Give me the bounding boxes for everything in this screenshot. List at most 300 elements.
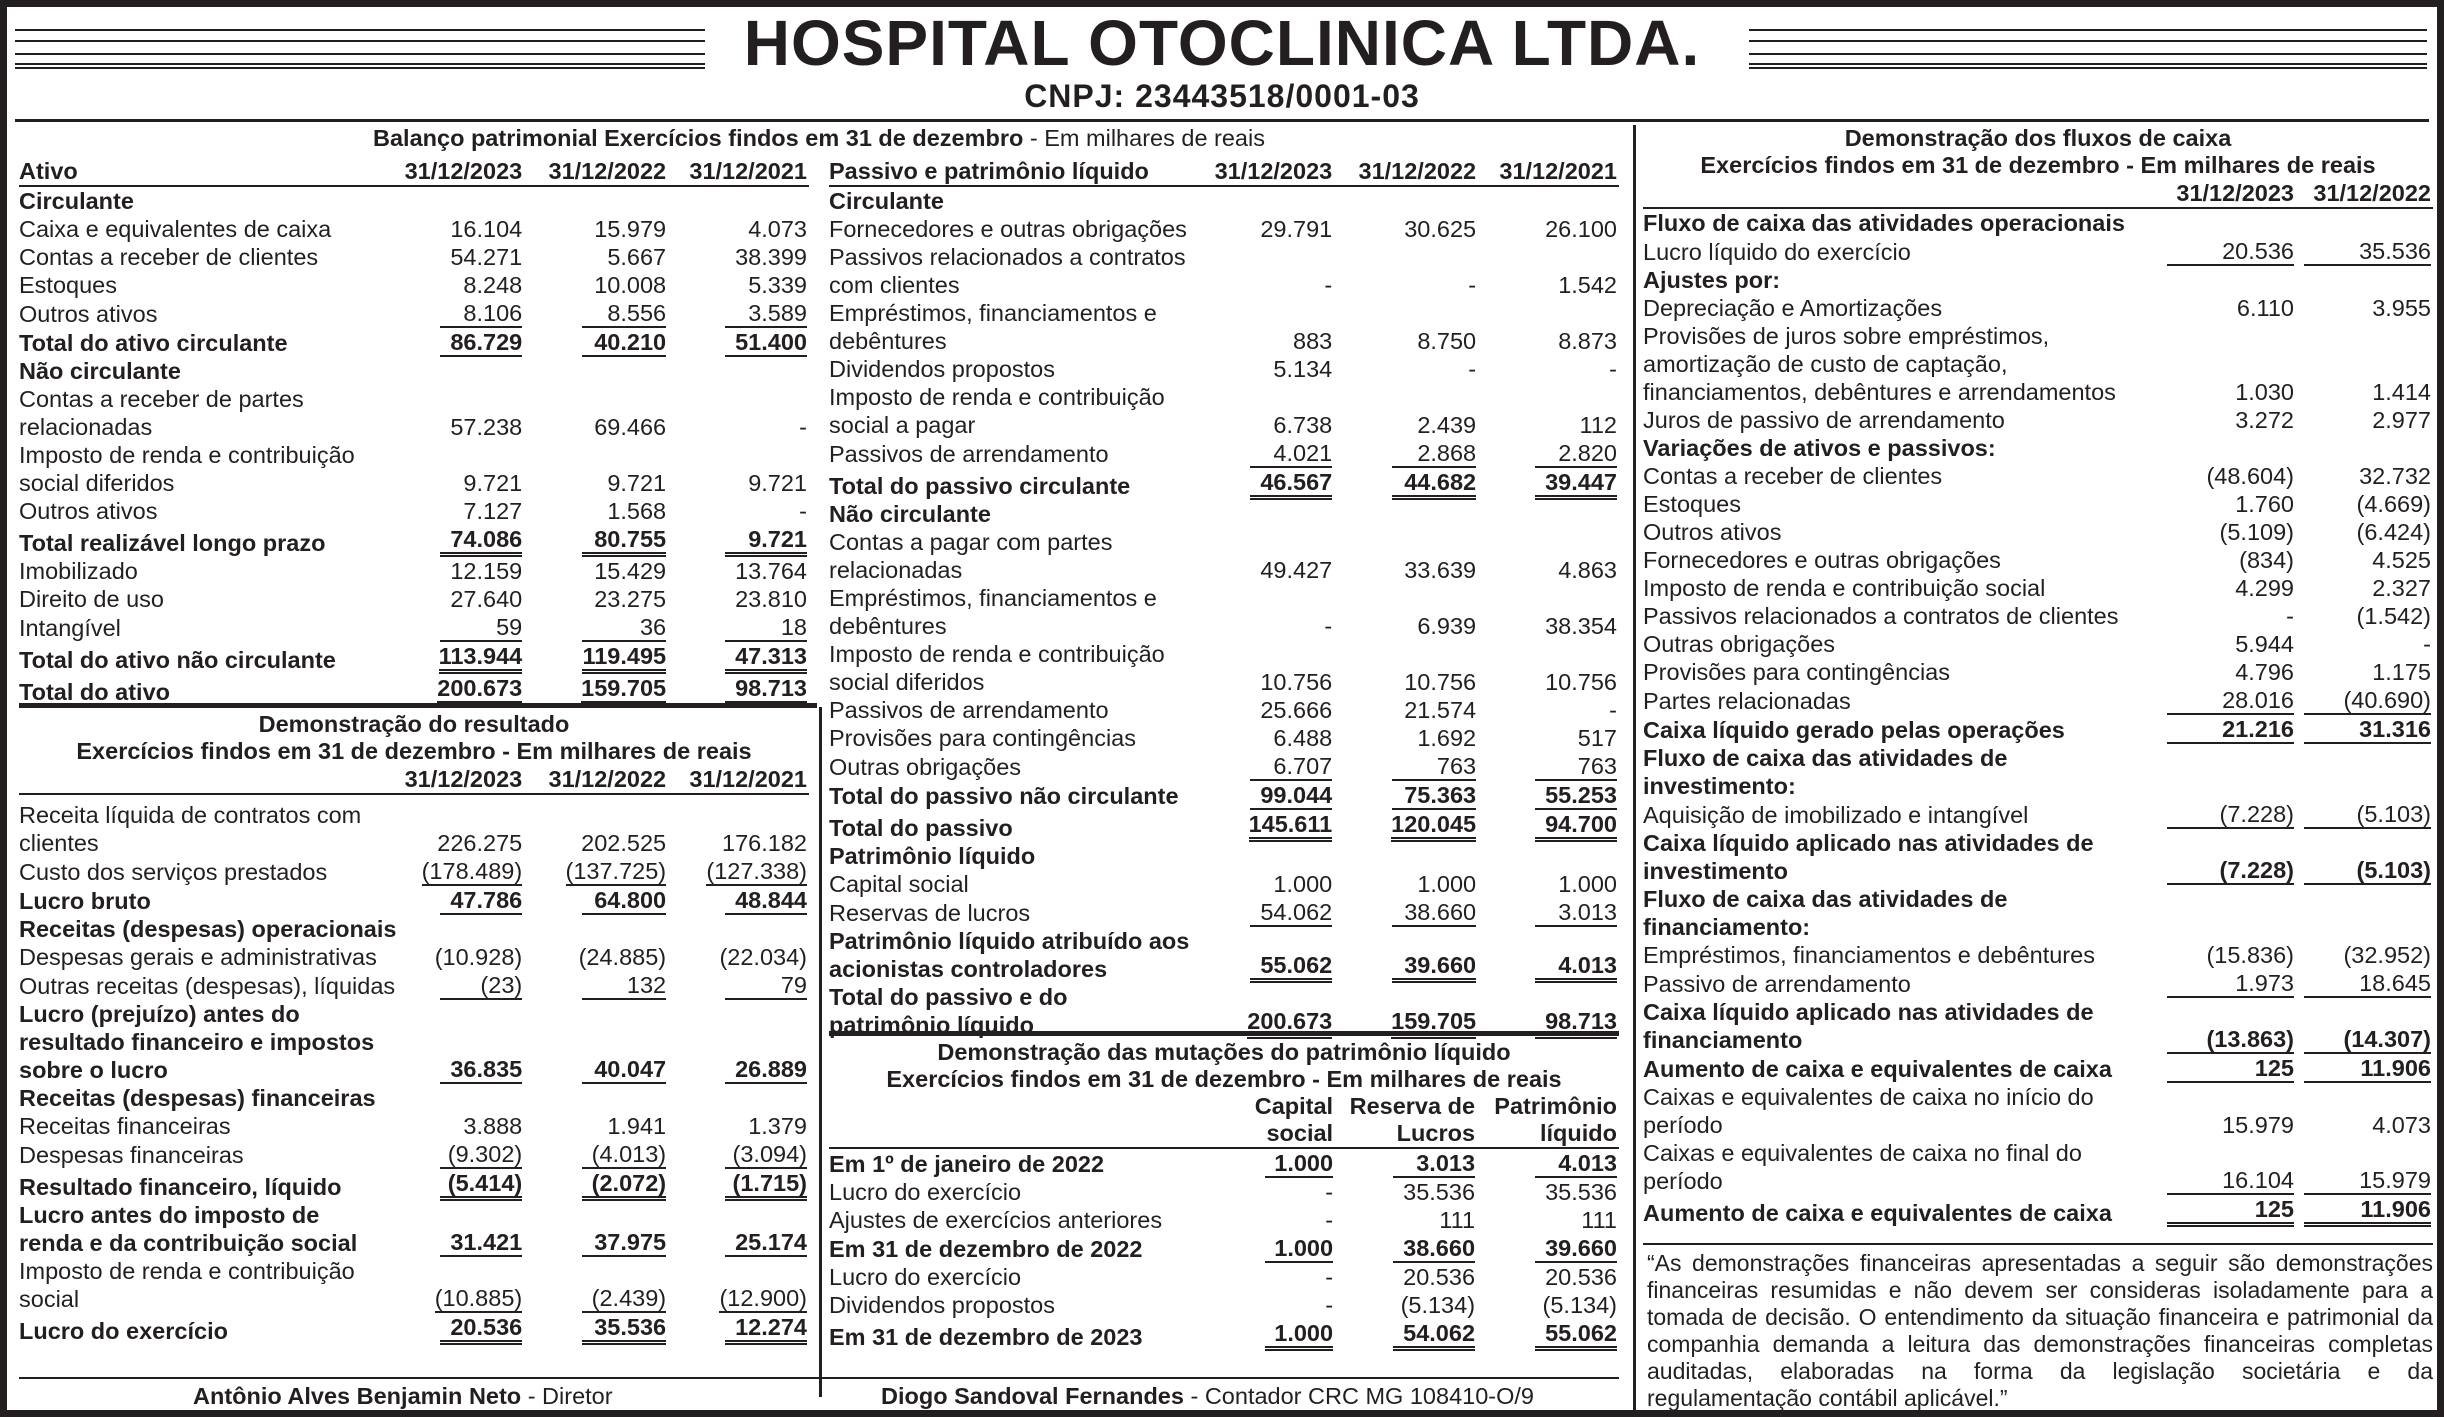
assets-value: 16.104	[450, 216, 523, 242]
assets-value: 59	[440, 615, 522, 642]
income-value: 176.182	[722, 830, 807, 856]
assets-value: 9.721	[748, 470, 807, 496]
assets-row	[19, 215, 809, 243]
income-value: (2.439)	[582, 1286, 666, 1313]
liab-value: 517	[1577, 725, 1617, 751]
cashflow-value: 3.272	[2235, 407, 2294, 433]
income-header-cell	[19, 765, 383, 795]
income-row	[19, 1000, 809, 1084]
cashflow-row	[1643, 658, 2433, 686]
cashflow-row-label: Outros ativos	[1643, 519, 1782, 545]
cashflow-row-label: Variações de ativos e passivos:	[1643, 435, 1996, 461]
equity-row-label: Lucro do exercício	[829, 1179, 1022, 1205]
liab-row	[829, 299, 1619, 355]
equity-value: 35.536	[1403, 1179, 1476, 1205]
liab-value: 883	[1293, 328, 1333, 354]
balance-title: Balanço patrimonial Exercícios findos em 31 de dezembro - Em milhares de reais	[373, 125, 1265, 151]
cashflow-value: 15.979	[2222, 1112, 2294, 1138]
liab-value: 1.542	[1558, 272, 1617, 298]
cashflow-row-label: Outras obrigações	[1643, 631, 1836, 657]
liab-value: 49.427	[1260, 557, 1333, 583]
assets-row	[19, 187, 809, 215]
cashflow-grid	[1643, 179, 2433, 1227]
cashflow-value: (1.542)	[2356, 603, 2431, 629]
income-value: (3.094)	[725, 1142, 807, 1169]
assets-value: 86.729	[440, 330, 522, 357]
liab-row-label: Dividendos propostos	[829, 356, 1055, 382]
cashflow-value: (5.109)	[2219, 519, 2294, 545]
liab-value: 1.692	[1417, 725, 1477, 751]
assets-value: 27.640	[450, 586, 523, 612]
liab-value: 30.625	[1404, 216, 1477, 242]
equity-value: 111	[1581, 1207, 1617, 1233]
cashflow-value: (5.103)	[2304, 802, 2431, 829]
cashflow-row-label: Caixa líquido gerado pelas operações	[1643, 717, 2065, 743]
cashflow-row	[1643, 490, 2433, 518]
cashflow-value: 32.732	[2359, 463, 2431, 489]
income-value: 25.174	[725, 1230, 807, 1257]
cashflow-value: (4.669)	[2356, 491, 2431, 517]
cashflow-row-label: Imposto de renda e contribuição social	[1643, 575, 2046, 601]
cashflow-row-label: Aumento de caixa e equivalentes de caixa	[1643, 1200, 2112, 1226]
equity-value: -	[1325, 1207, 1334, 1233]
equity-row	[829, 1291, 1619, 1319]
cashflow-value: (7.228)	[2167, 858, 2294, 885]
assets-value: 40.210	[582, 330, 666, 357]
assets-value: 5.339	[748, 272, 807, 298]
assets-header-cell: Ativo	[19, 157, 383, 187]
liab-value: 4.013	[1535, 953, 1617, 983]
liab-row	[829, 696, 1619, 724]
assets-value: 80.755	[582, 527, 666, 557]
liab-row	[829, 187, 1619, 215]
assets-row-label: Total realizável longo prazo	[19, 530, 326, 556]
equity-row	[829, 1263, 1619, 1291]
cashflow-row-label: Provisões para contingências	[1643, 659, 1950, 685]
cashflow-row	[1643, 800, 2433, 829]
cashflow-value: 5.944	[2235, 631, 2294, 657]
liab-value: 21.574	[1404, 697, 1477, 723]
cashflow-row-label: Lucro líquido do exercício	[1643, 239, 1911, 265]
liab-row-label: Reservas de lucros	[829, 900, 1031, 926]
income-value: 3.888	[463, 1113, 523, 1139]
header-rule	[15, 119, 2429, 122]
equity-value: 20.536	[1545, 1264, 1617, 1290]
assets-row	[19, 385, 809, 441]
cashflow-row-label: Passivos relacionados a contratos de clientes	[1643, 603, 2119, 629]
equity-value: 1.000	[1265, 1321, 1333, 1351]
income-value: (2.072)	[582, 1171, 666, 1201]
equity-grid	[829, 1093, 1619, 1351]
income-value: 202.525	[581, 830, 667, 856]
income-value: (22.034)	[719, 944, 807, 970]
assets-value: 9.721	[463, 470, 523, 496]
assets-value: 98.713	[725, 676, 807, 706]
income-row-label: Receitas (despesas) financeiras	[19, 1085, 376, 1111]
liabilities-table	[829, 157, 1619, 1039]
assets-value: 8.556	[582, 301, 666, 328]
assets-row	[19, 271, 809, 299]
liab-row	[829, 870, 1619, 898]
income-row-label: Lucro antes do imposto de renda e da contribuição social	[19, 1202, 358, 1256]
liab-value: 38.354	[1545, 613, 1617, 639]
cashflow-value: 15.979	[2304, 1168, 2431, 1195]
liab-value: 120.045	[1391, 812, 1476, 842]
equity-value: -	[1325, 1179, 1334, 1205]
cashflow-value: (48.604)	[2206, 463, 2294, 489]
liab-value: 159.705	[1391, 1009, 1476, 1039]
cashflow-row	[1643, 462, 2433, 490]
liab-value: -	[1324, 272, 1333, 298]
assets-header-cell: 31/12/2022	[524, 157, 668, 187]
assets-value: 8.106	[440, 301, 522, 328]
assets-row-label: Não circulante	[19, 358, 181, 384]
cashflow-value: (13.863)	[2167, 1027, 2294, 1054]
income-row	[19, 1201, 809, 1257]
equity-value: 3.013	[1393, 1151, 1475, 1178]
income-header-row	[19, 765, 809, 795]
liab-row	[829, 898, 1619, 927]
liab-value: 3.013	[1535, 900, 1617, 927]
income-row-label: Resultado financeiro, líquido	[19, 1174, 342, 1200]
cashflow-row-label: Passivo de arrendamento	[1643, 971, 1911, 997]
liab-value: 29.791	[1260, 216, 1333, 242]
assets-value: 3.589	[725, 301, 807, 328]
cashflow-row	[1643, 434, 2433, 462]
equity-value: 54.062	[1393, 1321, 1475, 1351]
liab-value: 39.660	[1392, 953, 1476, 983]
assets-value: 74.086	[440, 527, 522, 557]
assets-row	[19, 441, 809, 497]
cashflow-row	[1643, 237, 2433, 266]
income-row-label: Despesas gerais e administrativas	[19, 944, 377, 970]
liab-value: 39.447	[1535, 470, 1617, 500]
equity-header-row	[829, 1093, 1619, 1149]
cashflow-value: (834)	[2239, 547, 2294, 573]
assets-value: 54.271	[450, 244, 523, 270]
assets-value: 113.944	[439, 644, 523, 674]
liab-value: 4.863	[1558, 557, 1617, 583]
income-header-cell: 31/12/2021	[668, 765, 809, 795]
income-row	[19, 915, 809, 943]
income-value: (9.302)	[440, 1142, 522, 1169]
income-row-label: Receitas (despesas) operacionais	[19, 916, 397, 942]
cashflow-value: 4.525	[2372, 547, 2431, 573]
income-value: 79	[725, 973, 807, 1000]
cashflow-row	[1643, 1054, 2433, 1083]
cashflow-row	[1643, 1083, 2433, 1139]
income-value: (178.489)	[421, 858, 523, 884]
assets-row-label: Imposto de renda e contribuição social diferidos	[19, 442, 355, 496]
company-cnpj: CNPJ: 23443518/0001-03	[1024, 78, 1420, 114]
liab-row-label: Não circulante	[829, 501, 991, 527]
income-row-label: Lucro do exercício	[19, 1318, 228, 1344]
cashflow-row-label: Caixas e equivalentes de caixa no início do período	[1643, 1084, 2094, 1138]
income-section	[19, 711, 809, 1345]
cashflow-header-row	[1643, 179, 2433, 209]
liab-row-label: Total do passivo	[829, 815, 1013, 841]
assets-row	[19, 642, 809, 674]
income-value: 12.274	[725, 1315, 807, 1345]
liab-value: 200.673	[1247, 1009, 1332, 1039]
assets-value: 7.127	[463, 498, 523, 524]
liab-value: 6.939	[1417, 613, 1477, 639]
liab-row	[829, 781, 1619, 810]
liab-value: 26.100	[1545, 216, 1617, 242]
cashflow-value: 2.327	[2372, 575, 2431, 601]
liab-value: 112	[1579, 412, 1617, 438]
assets-value: 12.159	[450, 558, 523, 584]
cashflow-row	[1643, 630, 2433, 658]
cashflow-value: 18.645	[2304, 971, 2431, 998]
equity-row-label: Dividendos propostos	[829, 1292, 1055, 1318]
cashflow-row	[1643, 969, 2433, 998]
vertical-rule-right	[1633, 125, 1636, 1415]
equity-header-cell: Patrimônio líquido	[1477, 1093, 1619, 1149]
assets-row-label: Total do ativo	[19, 679, 171, 705]
cashflow-value: (40.690)	[2304, 688, 2431, 715]
liab-header-row	[829, 157, 1619, 187]
company-title: HOSPITAL OTOCLINICA LTDA.	[743, 7, 1701, 79]
cashflow-row	[1643, 998, 2433, 1054]
income-value: (23)	[440, 973, 522, 1000]
income-value: (5.414)	[440, 1171, 522, 1201]
income-row	[19, 886, 809, 915]
income-row-label: Custo dos serviços prestados	[19, 859, 328, 885]
equity-row	[829, 1206, 1619, 1234]
cashflow-value: 11.906	[2304, 1056, 2431, 1083]
liab-row	[829, 528, 1619, 584]
assets-row-label: Circulante	[19, 188, 134, 214]
assets-value: 51.400	[725, 330, 807, 357]
cashflow-value: 2.977	[2372, 407, 2431, 433]
equity-value: (5.134)	[1542, 1292, 1617, 1318]
cashflow-row	[1643, 518, 2433, 546]
cashflow-row	[1643, 574, 2433, 602]
cashflow-row-label: Estoques	[1643, 491, 1741, 517]
cashflow-row-label: Provisões de juros sobre empréstimos, amortização de custo de captação, financiamentos, debêntures e arrendamentos	[1643, 323, 2116, 405]
liab-value: -	[1468, 272, 1477, 298]
income-row	[19, 1257, 809, 1313]
cashflow-value: 125	[2167, 1056, 2294, 1083]
liab-header-cell: 31/12/2022	[1334, 157, 1478, 187]
liab-value: 33.639	[1404, 557, 1477, 583]
liab-value: 99.044	[1250, 783, 1332, 810]
assets-row-label: Caixa e equivalentes de caixa	[19, 216, 332, 242]
liab-value: 10.756	[1404, 669, 1477, 695]
liab-value: 8.750	[1417, 328, 1477, 354]
income-row	[19, 971, 809, 1000]
assets-row	[19, 613, 809, 642]
liab-row	[829, 724, 1619, 752]
cashflow-value: (14.307)	[2304, 1027, 2431, 1054]
liab-row	[829, 842, 1619, 870]
assets-grid	[19, 157, 809, 706]
liab-value: 6.707	[1250, 754, 1332, 781]
income-header-cell: 31/12/2023	[383, 765, 524, 795]
cashflow-row	[1643, 744, 2433, 800]
income-row	[19, 1084, 809, 1112]
equity-row-label: Lucro do exercício	[829, 1264, 1022, 1290]
assets-value: -	[799, 414, 807, 440]
income-value: 47.786	[440, 888, 522, 915]
assets-value: 159.705	[581, 676, 666, 706]
cashflow-value: 21.216	[2167, 717, 2294, 744]
cashflow-value: 4.073	[2372, 1112, 2431, 1138]
liab-row	[829, 355, 1619, 383]
equity-row-label: Ajustes de exercícios anteriores	[829, 1207, 1163, 1233]
assets-value: 5.667	[607, 244, 667, 270]
cashflow-title: Demonstração dos fluxos de caixa	[1844, 125, 2232, 151]
assets-row	[19, 674, 809, 706]
liab-value: 10.756	[1260, 669, 1333, 695]
assets-row	[19, 585, 809, 613]
cashflow-row-label: Fornecedores e outras obrigações	[1643, 547, 2001, 573]
cashflow-value: 1.760	[2235, 491, 2294, 517]
liab-value: 54.062	[1250, 900, 1332, 927]
liab-row	[829, 752, 1619, 781]
equity-value: 38.660	[1393, 1236, 1475, 1263]
cashflow-row	[1643, 715, 2433, 744]
liab-value: 2.868	[1392, 441, 1476, 468]
assets-header-cell: 31/12/2021	[668, 157, 809, 187]
liab-value: 44.682	[1392, 470, 1476, 500]
income-value: (4.013)	[582, 1142, 666, 1169]
income-row-label: Receitas financeiras	[19, 1113, 231, 1139]
cashflow-row	[1643, 209, 2433, 237]
income-value: 31.421	[440, 1230, 522, 1257]
equity-header-cell: Reserva de Lucros	[1335, 1093, 1477, 1149]
liab-value: 94.700	[1535, 812, 1617, 842]
income-row-label: Despesas financeiras	[19, 1142, 244, 1168]
assets-row	[19, 328, 809, 357]
income-value: 64.800	[582, 888, 666, 915]
liab-value: 1.000	[1417, 871, 1477, 897]
cashflow-value: 4.796	[2235, 659, 2294, 685]
assets-row-label: Outros ativos	[19, 498, 158, 524]
liab-header-cell: Passivo e patrimônio líquido	[829, 157, 1193, 187]
equity-value: (5.134)	[1400, 1292, 1476, 1318]
liab-row-label: Capital social	[829, 871, 969, 897]
liab-value: 2.439	[1417, 412, 1477, 438]
liab-value: 2.820	[1535, 441, 1617, 468]
income-value: (10.885)	[434, 1285, 523, 1311]
equity-value: -	[1325, 1292, 1334, 1318]
liab-row	[829, 584, 1619, 640]
assets-value: 119.495	[582, 644, 666, 674]
equity-value: 111	[1439, 1207, 1476, 1233]
equity-section	[829, 1039, 1619, 1351]
cashflow-row-label: Aumento de caixa e equivalentes de caixa	[1643, 1056, 2112, 1082]
liab-row-label: Passivos de arrendamento	[829, 697, 1109, 723]
cashflow-header-cell	[1643, 179, 2159, 209]
income-value: 26.889	[725, 1057, 807, 1084]
liab-value: 8.873	[1558, 328, 1617, 354]
liab-header-cell: 31/12/2023	[1193, 157, 1334, 187]
cashflow-row-label: Caixa líquido aplicado nas atividades de financiamento	[1643, 999, 2094, 1053]
income-value: (1.715)	[725, 1171, 807, 1201]
assets-row-label: Direito de uso	[19, 586, 164, 612]
assets-value: 18	[725, 615, 807, 642]
cashflow-row-label: Caixa líquido aplicado nas atividades de investimento	[1643, 830, 2094, 884]
assets-value: 200.673	[437, 676, 522, 706]
cashflow-row	[1643, 686, 2433, 715]
income-row	[19, 1313, 809, 1345]
income-value: 36.835	[440, 1057, 522, 1084]
equity-row	[829, 1319, 1619, 1351]
equity-row-label: Em 1º de janeiro de 2022	[829, 1151, 1105, 1177]
liab-row	[829, 500, 1619, 528]
cashflow-row-label: Caixas e equivalentes de caixa no final do período	[1643, 1140, 2082, 1194]
liab-value: -	[1468, 356, 1477, 382]
income-row-label: Lucro (prejuízo) antes do resultado financeiro e impostos sobre o lucro	[19, 1001, 375, 1083]
assets-row	[19, 243, 809, 271]
assets-value: 15.979	[594, 216, 667, 242]
assets-row	[19, 525, 809, 557]
income-subtitle: Exercícios findos em 31 de dezembro - Em milhares de reais	[76, 738, 752, 764]
liab-value: -	[1609, 697, 1617, 723]
cashflow-value: 1.973	[2167, 971, 2294, 998]
income-value: 226.275	[437, 830, 523, 856]
liab-value: 55.062	[1250, 953, 1332, 983]
liab-value: -	[1609, 356, 1617, 382]
income-value: 1.941	[607, 1113, 667, 1139]
liab-row-label: Total do passivo circulante	[829, 473, 1131, 499]
assets-value: 57.238	[450, 414, 523, 440]
assets-value: 23.810	[735, 586, 807, 612]
liab-value: -	[1324, 613, 1333, 639]
vertical-rule-middle	[819, 707, 822, 1397]
liab-row	[829, 383, 1619, 439]
assets-value: 8.248	[463, 272, 523, 298]
assets-value: 23.275	[594, 586, 667, 612]
equity-row	[829, 1149, 1619, 1178]
liab-row	[829, 468, 1619, 500]
liab-row-label: Empréstimos, financiamentos e debêntures	[829, 585, 1157, 639]
cashflow-value: 1.030	[2235, 379, 2294, 405]
liab-row	[829, 215, 1619, 243]
cashflow-row-label: Partes relacionadas	[1643, 688, 1851, 714]
cashflow-value: (15.836)	[2206, 942, 2294, 968]
assets-header-row	[19, 157, 809, 187]
cashflow-row	[1643, 1195, 2433, 1227]
assets-row-label: Intangível	[19, 615, 121, 641]
assets-row-label: Contas a receber de clientes	[19, 244, 319, 270]
liab-row	[829, 439, 1619, 468]
liab-value: 46.567	[1250, 470, 1332, 500]
liab-value: 75.363	[1392, 783, 1476, 810]
cashflow-row	[1643, 602, 2433, 630]
equity-value: 55.062	[1535, 1321, 1617, 1351]
cashflow-row-label: Fluxo de caixa das atividades operacionais	[1643, 210, 2125, 236]
cashflow-row	[1643, 829, 2433, 885]
liab-row	[829, 243, 1619, 299]
cashflow-value: 1.414	[2372, 379, 2431, 405]
cashflow-row-label: Juros de passivo de arrendamento	[1643, 407, 2005, 433]
liab-row-label: Imposto de renda e contribuição social diferidos	[829, 641, 1165, 695]
income-row	[19, 1140, 809, 1169]
signature-rule	[19, 1377, 1619, 1379]
disclaimer-note: “As demonstrações financeiras apresentadas a seguir são demonstrações financeiras resumidas e não devem ser consideras isoladamente para a tomada de decisão. O entendimento da situação financeira e patrimonial da companhia demanda a leitura das demonstrações financeiras completas auditadas, elaboradas na forma da legislação societária e da regulamentação contábil aplicável.”	[1647, 1250, 2433, 1411]
assets-row-label: Imobilizado	[19, 558, 138, 584]
income-value: 35.536	[582, 1315, 666, 1345]
income-value: 1.379	[748, 1113, 807, 1139]
cashflow-value: 35.536	[2304, 239, 2431, 266]
income-value: (24.885)	[578, 944, 667, 970]
assets-value: 9.721	[725, 527, 807, 557]
income-value: 132	[582, 973, 666, 1000]
liab-row-label: Imposto de renda e contribuição social a pagar	[829, 384, 1165, 438]
